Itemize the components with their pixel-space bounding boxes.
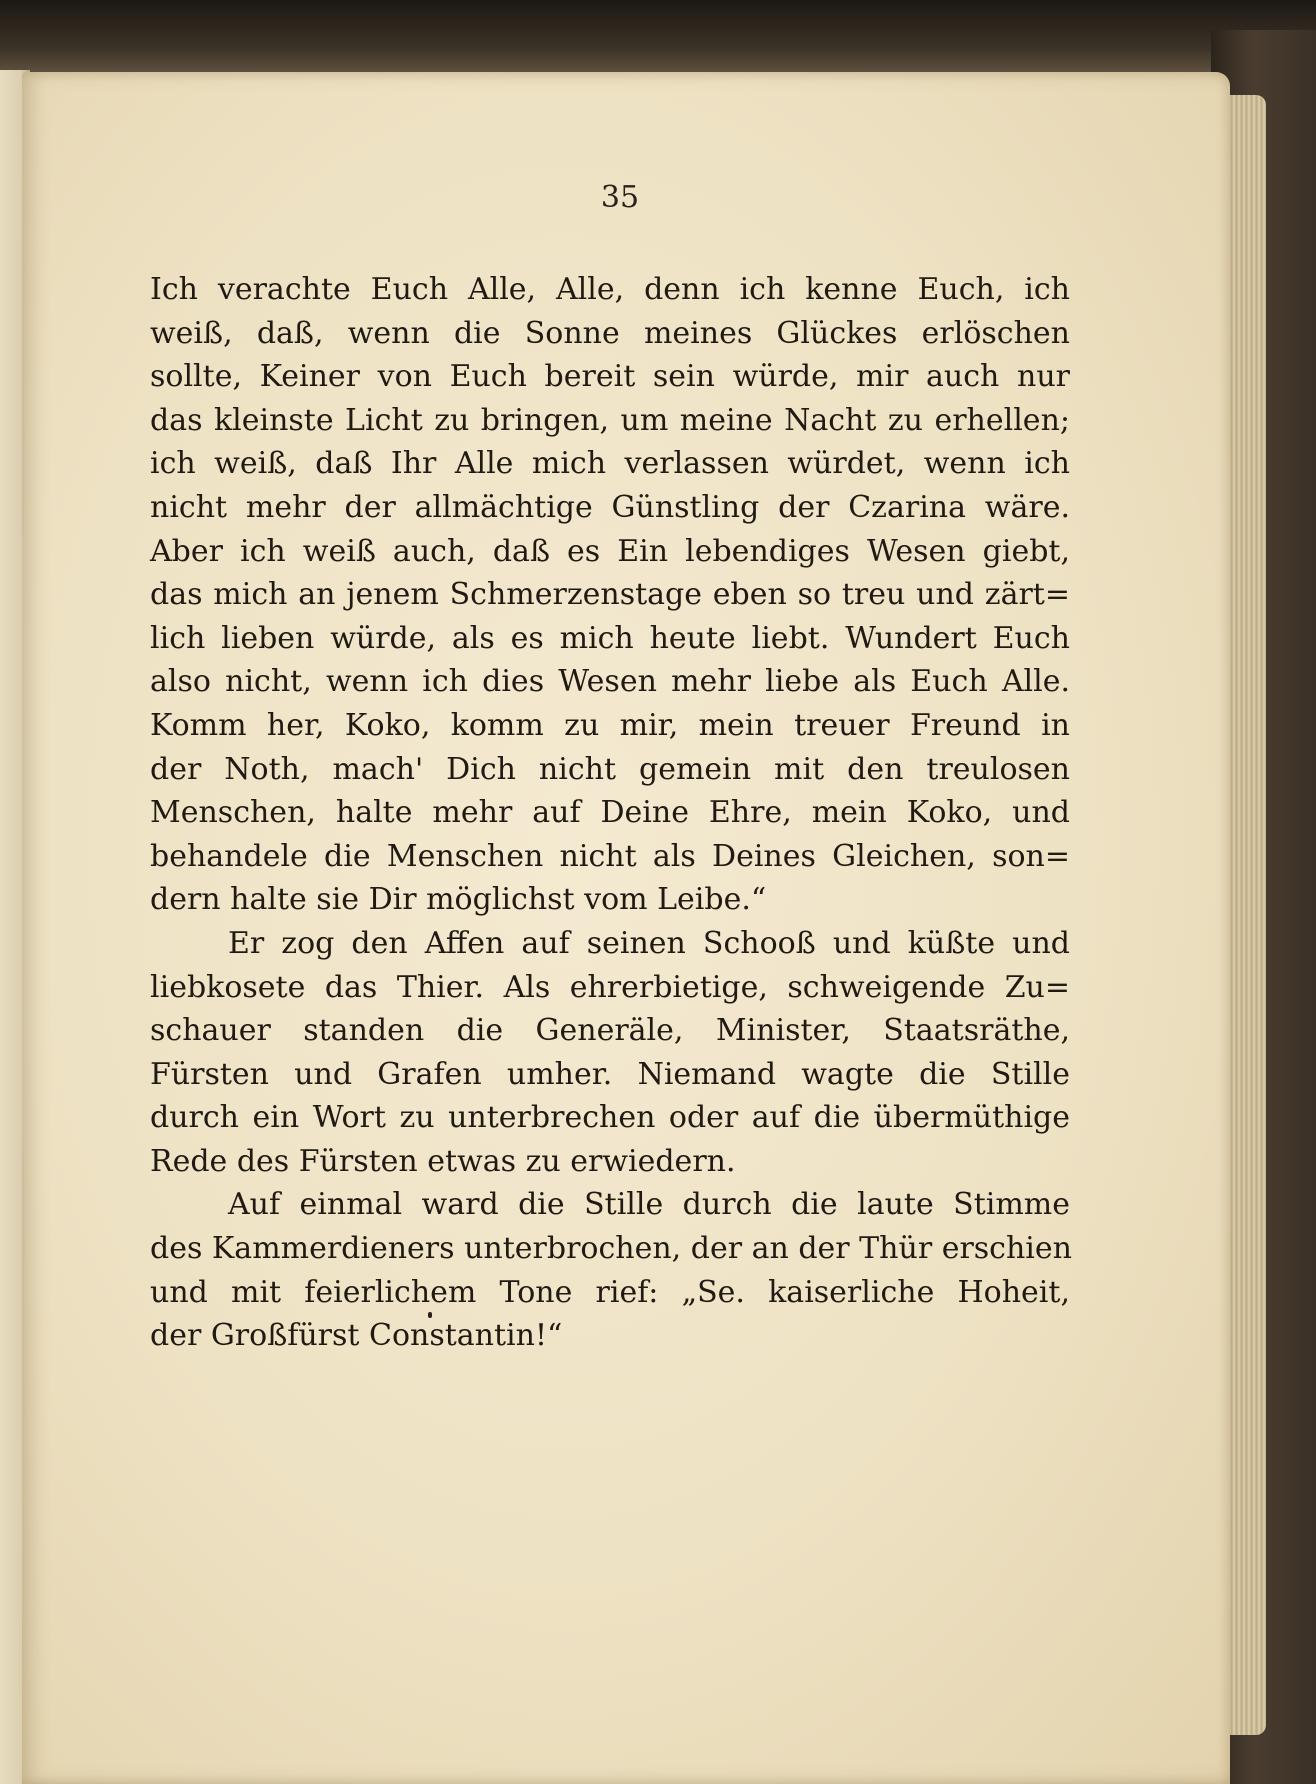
text-line: Fürsten und Grafen umher. Niemand wagte die Stille [150,1056,1070,1092]
text-line: behandele die Menschen nicht als Deines Gleichen, son= [150,838,1070,874]
text-line: Aber ich weiß auch, daß es Ein lebendiges Wesen giebt, [150,533,1070,569]
text-line: der Noth, mach' Dich nicht gemein mit den treulosen [150,751,1070,787]
text-line: das mich an jenem Schmerzenstage eben so treu und zärt= [150,577,1070,613]
text-line: weiß, daß, wenn die Sonne meines Glückes erlöschen [150,315,1070,351]
text-line: schauer standen die Generäle, Minister, Staatsräthe, [150,1013,1070,1049]
text-line: dern halte sie Dir möglichst vom Leibe.“ [150,882,767,918]
text-line: sollte, Keiner von Euch bereit sein würde, mir auch nur [150,359,1070,395]
page-number: 35 [600,180,640,215]
book-binding-top [0,0,1316,80]
text-line: durch ein Wort zu unterbrechen oder auf die übermüthige [150,1100,1070,1136]
text-line: das kleinste Licht zu bringen, um meine Nacht zu erhellen; [150,402,1070,438]
text-line: der Großfürst Constantin!“ [150,1318,563,1354]
text-line: ich weiß, daß Ihr Alle mich verlassen würdet, wenn ich [150,446,1070,482]
text-line: Er zog den Affen auf seinen Schooß und küßte und [228,925,1070,961]
text-line: liebkosete das Thier. Als ehrerbietige, schweigende Zu= [150,969,1070,1005]
text-line: und mit feierlichem Tone rief: „Se. kaiserliche Hoheit, [150,1274,1070,1310]
text-line: des Kammerdieners unterbrochen, der an der Thür erschien [150,1231,1072,1267]
text-line: Ich verachte Euch Alle, Alle, denn ich kenne Euch, ich [150,272,1070,307]
text-line: nicht mehr der allmächtige Günstling der Czarina wäre. [150,489,1070,525]
text-line: Auf einmal ward die Stille durch die laute Stimme [228,1187,1070,1223]
text-line: Rede des Fürsten etwas zu erwiedern. [150,1143,736,1179]
text-line: also nicht, wenn ich dies Wesen mehr liebe als Euch Alle. [150,664,1070,700]
text-line: lich lieben würde, als es mich heute liebt. Wundert Euch [150,620,1070,656]
page-text [150,268,1070,1358]
text-line: Menschen, halte mehr auf Deine Ehre, mein Koko, und [150,795,1070,831]
text-line: Komm her, Koko, komm zu mir, mein treuer Freund in [150,707,1070,743]
